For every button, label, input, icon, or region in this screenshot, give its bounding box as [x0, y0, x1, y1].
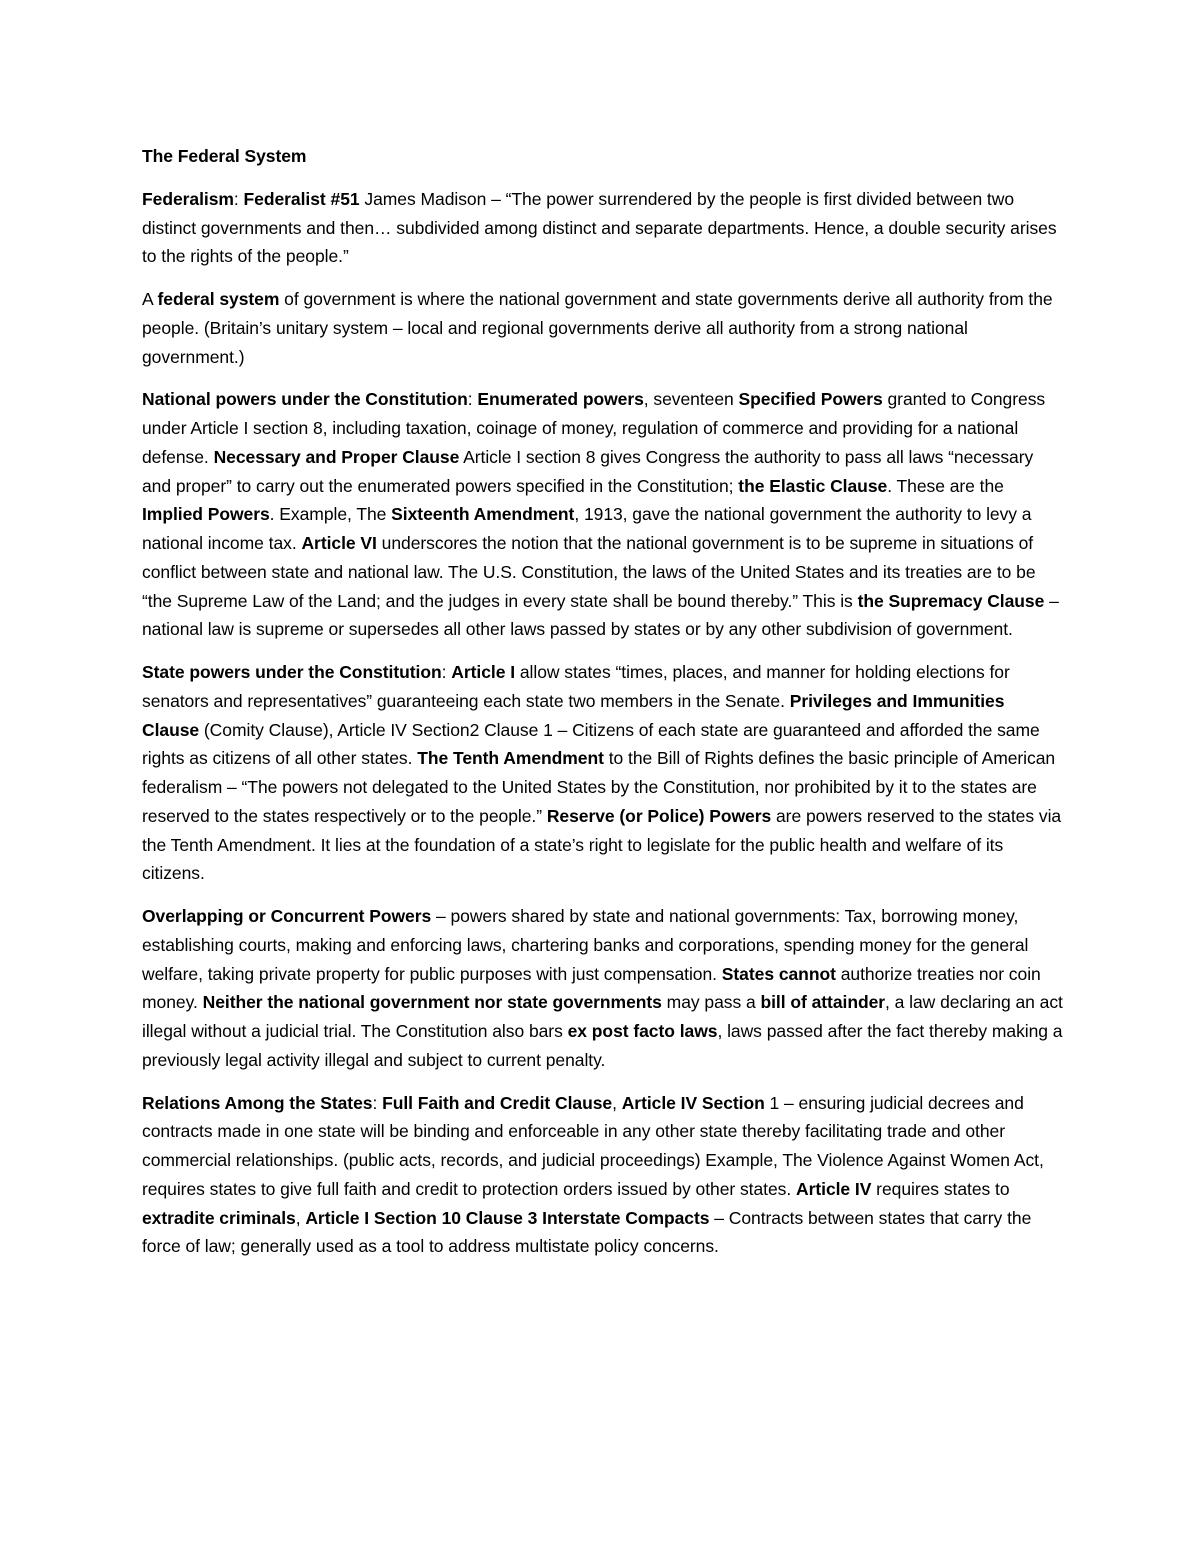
text-run: (Comity Clause), Article IV Section2 Clause 1 – Citizens of each state are guaranteed and afforded the same rights as citizens of all other states. [142, 719, 1040, 769]
text-run: underscores the notion that the national government is to be supreme in situations of conflict between state and national law. The U.S. Constitution, the laws of the United States and its treaties are to be “the Supreme Law of the Land; and the judges in every state shall be bound thereby.” This is [142, 533, 1036, 611]
bold-term: Necessary and Proper Clause [213, 446, 460, 467]
bold-term: Neither the national government nor state governments [202, 992, 662, 1013]
bold-term: Reserve (or Police) Powers [546, 805, 772, 826]
paragraph-relations-among-states [142, 1089, 1064, 1262]
text-run: , seventeen [643, 389, 739, 410]
bold-term: Article IV [796, 1178, 872, 1199]
text-run: – national law is supreme or supersedes all other laws passed by states or by any other subdivision of government. [142, 590, 1059, 640]
bold-term: States cannot [721, 963, 836, 984]
text-run: , laws passed after the fact thereby making a previously legal activity illegal and subject to current penalty. [142, 1021, 1063, 1070]
text-run: – powers shared by state and national governments: Tax, borrowing money, establishing courts, making and enforcing laws, chartering banks and corporations, spending money for the general welfare, taking private property for public purposes with just compensation. [142, 906, 1029, 984]
bold-term: federal system [157, 289, 280, 309]
bold-term: Specified Powers [738, 389, 883, 410]
paragraph-federalism [142, 185, 1064, 271]
text-run: : [233, 188, 244, 209]
paragraph-state-powers [142, 658, 1064, 888]
text-run: Article I section 8 gives Congress the authority to pass all laws “necessary and proper” to carry out the enumerated powers specified in the Constitution; [142, 446, 1034, 496]
bold-term: Article I [451, 662, 516, 682]
bold-term: Enumerated powers [477, 389, 644, 410]
text-run: : [372, 1092, 383, 1113]
bold-term: Article VI [301, 533, 377, 553]
text-run: are powers reserved to the states via the Tenth Amendment. It lies at the foundation of a state’s right to legislate for the public health and welfare of its citizens. [142, 805, 1062, 884]
text-run: granted to Congress under Article I section 8, including taxation, coinage of money, regulation of commerce and providing for a national defense. [142, 389, 1046, 467]
text-run: A [142, 289, 158, 309]
bold-term: National powers under the Constitution [142, 389, 468, 410]
bold-term: Implied Powers [142, 504, 270, 525]
bold-term: Federalism [142, 188, 234, 209]
text-run: James Madison – “The power surrendered by the people is first divided between two distinct governments and then… subdivided among distinct and separate departments. Hence, a double security arises to the rights of the people.” [142, 188, 1057, 267]
document-title: The Federal System [142, 146, 307, 166]
bold-term: bill of attainder [760, 992, 886, 1013]
text-run: : [467, 389, 478, 410]
paragraph-concurrent-powers [142, 902, 1064, 1075]
bold-term: The Tenth Amendment [417, 748, 604, 769]
bold-term: Overlapping or Concurrent Powers [142, 906, 432, 926]
bold-term: Article I Section 10 Clause 3 Interstate Compacts [305, 1207, 710, 1228]
text-run: , [612, 1092, 622, 1113]
text-run: authorize treaties nor coin money. [142, 963, 1041, 1013]
text-run: 1 – ensuring judicial decrees and contracts made in one state will be binding and enforceable in any other state thereby facilitating trade and other commercial relationships. (public acts, records, and judicial proceedings) Example, The Violence Against Women Act, requires states to give full faith and credit to protection orders issued by other states. [142, 1092, 1044, 1199]
bold-term: Privileges and Immunities Clause [142, 690, 1005, 740]
bold-term: the Supremacy Clause [857, 590, 1045, 611]
text-run: – Contracts between states that carry the force of law; generally used as a tool to address multistate policy concerns. [142, 1207, 1032, 1257]
bold-term: ex post facto laws [567, 1021, 718, 1041]
bold-term: Federalist #51 [243, 188, 360, 209]
text-run: . These are the [887, 475, 1004, 496]
bold-term: Full Faith and Credit Clause [382, 1092, 613, 1113]
text-run: : [441, 662, 452, 682]
bold-term: Sixteenth Amendment [391, 504, 575, 525]
bold-term: Article IV Section [621, 1092, 765, 1113]
document-page [142, 142, 1064, 1275]
paragraph-federal-system [142, 285, 1064, 371]
text-run: , a law declaring an act illegal without a judicial trial. The Constitution also bars [142, 992, 1063, 1041]
text-run: . Example, The [269, 504, 392, 525]
text-run: of government is where the national government and state governments derive all authority from the people. (Britain’s unitary system – local and regional governments derive all authority from a strong national government.) [142, 289, 1053, 367]
text-run: to the Bill of Rights defines the basic principle of American federalism – “The powers not delegated to the United States by the Constitution, nor prohibited by it to the states are reserved to the states respectively or to the people.” [142, 748, 1056, 826]
bold-term: extradite criminals [142, 1207, 296, 1228]
text-run: , 1913, gave the national government the authority to levy a national income tax. [142, 504, 1032, 553]
text-run: allow states “times, places, and manner for holding elections for senators and representatives” guaranteeing each state two members in the Senate. [142, 662, 1010, 711]
bold-term: State powers under the Constitution [142, 662, 442, 682]
bold-term: the Elastic Clause [738, 475, 888, 496]
text-run: , [295, 1207, 306, 1228]
text-run: may pass a [661, 992, 761, 1013]
bold-term: Relations Among the States [142, 1092, 373, 1113]
text-run: requires states to [871, 1178, 1010, 1199]
paragraph-national-powers [142, 385, 1064, 644]
